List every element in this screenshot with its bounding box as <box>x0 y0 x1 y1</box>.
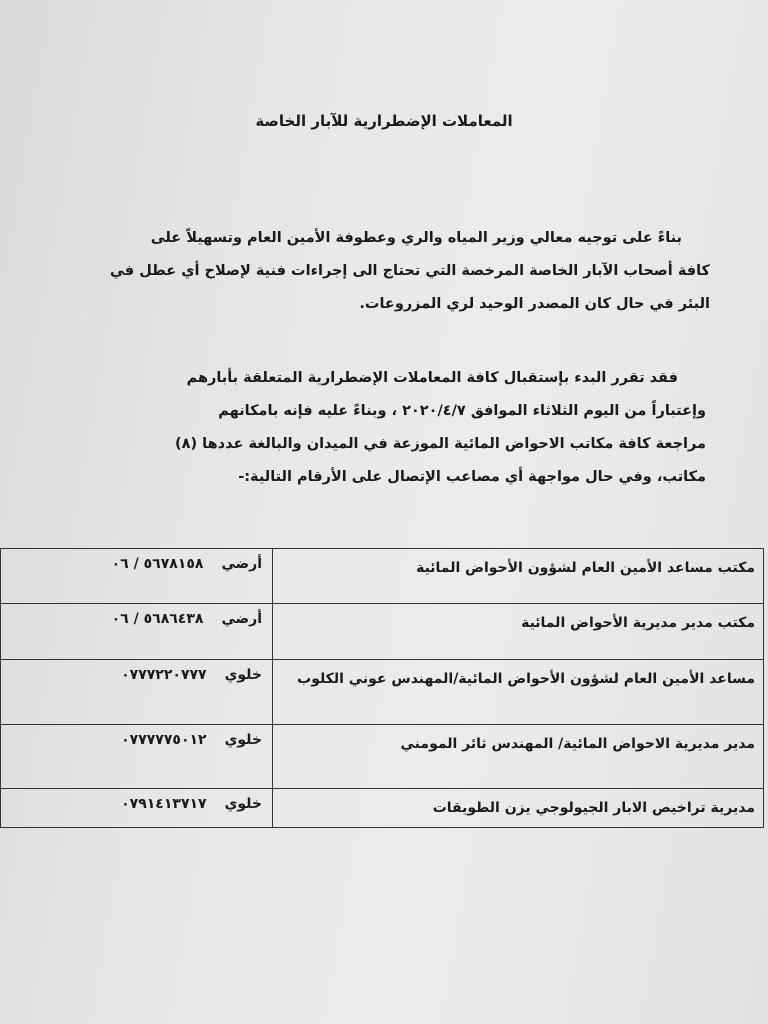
table-row <box>1 789 764 828</box>
phone-number: ٠٧٧٧٢٢٠٧٧٧ <box>121 667 207 683</box>
phone-cell <box>1 604 273 660</box>
department-cell: مدير مديرية الاحواض المائية/ المهندس ثائر المومني <box>273 725 764 789</box>
decision-line: فقد تقرر البدء بإستقبال كافة المعاملات الإضطرارية المتعلقة بأبارهم <box>186 370 678 386</box>
phone-number: ٠٧٧٧٧٧٥٠١٢ <box>121 732 207 748</box>
phone-type: أرضي <box>221 556 262 572</box>
phone-number: ٥٦٧٨١٥٨ / ٠٦ <box>111 556 204 572</box>
phone-cell <box>1 725 273 789</box>
phone-type: خلوي <box>224 796 262 812</box>
intro-line: البئر في حال كان المصدر الوحيد لري المزروعات. <box>359 296 710 312</box>
intro-line: بناءً على توجيه معالي وزير المياه والري وعطوفة الأمين العام وتسهيلاً على <box>150 230 682 246</box>
phone-cell <box>1 789 273 828</box>
table-row <box>1 549 764 604</box>
phone-cell <box>1 660 273 725</box>
intro-line: كافة أصحاب الآبار الخاصة المرخصة التي تحتاج الى إجراءات فنية لإصلاح أي عطل في <box>110 263 710 279</box>
decision-line: مراجعة كافة مكاتب الاحواض المائية الموزعة في الميدان والبالغة عددها (٨) <box>175 436 706 452</box>
phone-number: ٥٦٨٦٤٣٨ / ٠٦ <box>111 611 204 627</box>
decision-line: وإعتباراً من اليوم الثلاثاء الموافق ٢٠٢٠/٤/٧ ، وبناءً عليه فإنه بامكانهم <box>218 403 706 419</box>
table-row <box>1 604 764 660</box>
department-cell: مكتب مساعد الأمين العام لشؤون الأحواض المائية <box>273 549 764 604</box>
contacts-table <box>0 548 764 828</box>
phone-type: خلوي <box>224 667 262 683</box>
intro-paragraph <box>30 222 710 321</box>
phone-cell <box>1 549 273 604</box>
decision-line: مكاتب، وفي حال مواجهة أي مصاعب الإتصال على الأرقام التالية:- <box>238 469 706 485</box>
phone-type: خلوي <box>224 732 262 748</box>
department-cell: مكتب مدير مديرية الأحواض المائية <box>273 604 764 660</box>
phone-number: ٠٧٩١٤١٣٧١٧ <box>121 796 207 812</box>
department-cell: مديرية تراخيص الابار الجيولوجي يزن الطويقات <box>273 789 764 828</box>
document-title: المعاملات الإضطرارية للآبار الخاصة <box>255 112 513 130</box>
decision-paragraph <box>26 362 706 494</box>
department-cell: مساعد الأمين العام لشؤون الأحواض المائية/المهندس عوني الكلوب <box>273 660 764 725</box>
table-row <box>1 725 764 789</box>
table-row <box>1 660 764 725</box>
phone-type: أرضي <box>221 611 262 627</box>
